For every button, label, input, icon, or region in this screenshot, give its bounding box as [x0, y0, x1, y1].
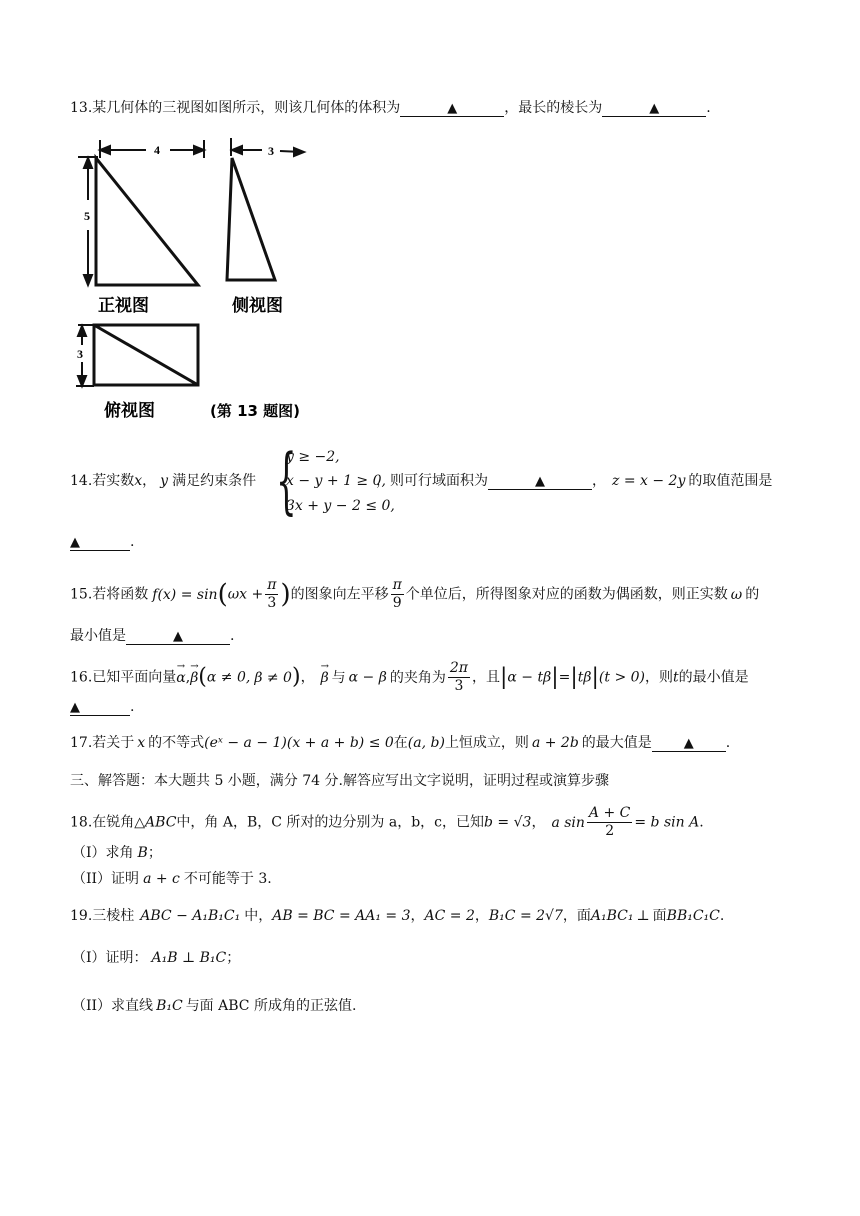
q19-line: [70, 906, 724, 926]
q17-text-d: 上恒成立，则: [444, 735, 529, 751]
q18-part1-label: （I）求角: [72, 845, 134, 861]
q15-blank: ▲: [126, 628, 230, 645]
q19-cond-2: AC = 2: [424, 908, 475, 924]
q16-abs-bar-1: |: [499, 664, 508, 690]
q19-text-b: 中，: [244, 908, 273, 924]
q18-part-1: [72, 843, 162, 863]
q16-blank: ▲: [70, 699, 130, 716]
q19-plane-2: BB₁C₁C: [666, 908, 720, 924]
q18-eq-left: a sin: [551, 814, 585, 831]
q17-end: .: [725, 735, 731, 751]
q16-text-d: 的夹角为: [389, 669, 446, 686]
left-brace: {: [276, 438, 297, 522]
q16-text-b: ，: [300, 669, 315, 686]
q13-blank-edge: ▲: [602, 100, 706, 117]
q19-part1-expr: A₁B ⊥ B₁C: [151, 950, 227, 966]
three-view-figure: [70, 130, 330, 430]
label-front-view: 正视图: [98, 296, 149, 316]
q16-text-c: 与: [331, 669, 346, 686]
dim-left-front: 5: [84, 209, 90, 223]
q13-line: [70, 98, 711, 118]
figure-caption: (第 13 题图): [210, 402, 301, 420]
q18-line: [70, 805, 704, 840]
q14-blank-area: ▲: [488, 473, 592, 490]
q17-text-c: 在: [393, 735, 408, 751]
q14-text-a: 14.若实数: [70, 473, 135, 489]
q19-sep-2: ，: [474, 908, 489, 924]
q15-arg: ωx +: [227, 586, 264, 603]
q19-cond-3: B₁C = 2√7: [488, 908, 563, 924]
q13-blank-volume: ▲: [400, 100, 504, 117]
label-side-view: 侧视图: [232, 296, 283, 316]
label-top-view: 俯视图: [104, 401, 155, 421]
q15-frac-pi-9: $\frac{\pi}{9}$: [392, 577, 402, 611]
q15-text-c: 个单位后，所得图象对应的函数为偶函数，则正实数: [405, 586, 728, 603]
q14-text-b: 满足约束条件: [172, 473, 257, 489]
q18-end: .: [699, 814, 704, 831]
q16-line: [70, 660, 749, 695]
q18-part2-expr: a + c: [143, 871, 180, 887]
q16-beta-2: → β: [321, 668, 329, 688]
q17-line: [70, 733, 730, 753]
q17-interval: (a, b): [407, 735, 445, 751]
q18-part1-var: B: [137, 845, 148, 861]
q17-var-x: x: [137, 735, 146, 751]
q16-frac-angle: $\frac{2\pi}{3}$: [449, 660, 468, 694]
constraint-1: y ≥ −2,: [286, 449, 340, 465]
q16-var-t: t: [673, 669, 679, 686]
q19-prism: ABC − A₁B₁C₁: [140, 908, 241, 924]
q14-expr: z = x − 2y: [612, 473, 686, 489]
front-view-top-dimension: [100, 140, 204, 158]
q14-sep: ，: [142, 473, 157, 489]
side-view: [227, 158, 275, 280]
q16-paren-close: ): [291, 664, 301, 690]
q13-text-c: .: [706, 100, 711, 116]
dim-top-front: 4: [154, 143, 160, 157]
q13-text-b: ，最长的棱长为: [504, 100, 603, 116]
q14-var-x: x: [134, 473, 143, 489]
q16-end: .: [130, 699, 135, 715]
q14-text-c: ，则可行域面积为: [376, 473, 488, 489]
top-view: [94, 325, 198, 385]
q16-diff: α − β: [348, 669, 387, 686]
q19-text-a: 19.三棱柱: [70, 908, 135, 924]
q15-line-2: [70, 626, 234, 646]
constraint-2: x − y + 1 ≥ 0,: [286, 473, 386, 489]
q15-text-d: 的: [745, 586, 760, 603]
q18-text-a: 18.在锐角: [70, 814, 135, 831]
q19-end: .: [719, 908, 725, 924]
dim-top-side: 3: [268, 144, 274, 158]
q19-part-2: [72, 996, 356, 1016]
q18-part-2: [72, 869, 272, 889]
q17-text-b: 的不等式: [148, 735, 205, 751]
q16-comma: ,: [185, 669, 191, 686]
q19-part-1: [72, 948, 240, 968]
q16-text-g: 的最小值是: [678, 669, 749, 686]
q18-part2-end: 不可能等于 3.: [183, 871, 272, 887]
q17-expr: a + 2b: [531, 735, 579, 751]
q16-abs-left: α − tβ: [507, 669, 552, 686]
q16-abs-bar-2: |: [551, 664, 559, 690]
q16-cond-a: α ≠ 0,: [206, 669, 251, 686]
q14-text-d: ，: [592, 473, 606, 489]
q15-func: f(x) = sin: [152, 586, 218, 603]
q15-text-b: 的图象向左平移: [290, 586, 389, 603]
q18-frac: $\frac{A + C}{2}$: [588, 805, 631, 839]
front-view: [96, 158, 198, 285]
q18-eq-right: = b sin A: [634, 814, 700, 831]
q15-line: [70, 577, 759, 612]
q13-text-a: 13.某几何体的三视图如图所示，则该几何体的体积为: [70, 100, 401, 116]
q19-part2-text: 与面 ABC 所成角的正弦值.: [185, 998, 357, 1014]
q19-text-c: ，面: [562, 908, 591, 924]
q14-end: .: [130, 534, 135, 550]
q16-cond-b: β ≠ 0: [254, 669, 292, 686]
q16-text-e: ，且: [471, 669, 500, 686]
q19-part1-end: ；: [226, 950, 241, 966]
q14-blank-range: ▲: [70, 534, 130, 551]
q16-alpha: → α: [176, 668, 185, 688]
q19-part2-line: B₁C: [156, 998, 183, 1014]
q15-text-e: 最小值是: [70, 628, 126, 644]
q16-abs-bar-3: |: [570, 664, 578, 690]
q18-text-b: 中，角 A，B，C 所对的边分别为 a，b，c，已知: [176, 814, 485, 831]
q15-text-a: 15.若将函数: [70, 586, 149, 603]
q19-perp: ⊥: [636, 908, 650, 924]
q18-triangle: △ABC: [134, 814, 177, 831]
q18-given-b: b = √3: [484, 814, 532, 831]
q15-paren-close: ): [280, 579, 291, 610]
q16-text-a: 16.已知平面向量: [70, 669, 177, 686]
q14-line: [70, 471, 256, 491]
q14-line-right: [376, 471, 772, 491]
q14-text-e: 的取值范围是: [688, 473, 773, 489]
q15-frac-pi-3: $\frac{\pi}{3}$: [267, 577, 277, 611]
q16-beta: → β: [190, 668, 198, 688]
dim-left-top: 3: [77, 347, 83, 361]
q19-plane-1: A₁BC₁: [590, 908, 634, 924]
q18-part1-end: ；: [147, 845, 162, 861]
q18-text-c: ，: [531, 814, 546, 831]
q18-part2-label: （II）证明: [72, 871, 140, 887]
q17-text-e: 的最大值是: [581, 735, 652, 751]
section-3-heading: 三、解答题：本大题共 5 小题，满分 74 分.解答应写出文字说明，证明过程或演算步骤: [70, 773, 609, 789]
q15-end: .: [230, 628, 235, 644]
q16-text-f: ，则: [645, 669, 674, 686]
q19-cond-1: AB = BC = AA₁ = 3: [272, 908, 411, 924]
q14-line-2: [70, 532, 134, 552]
q19-sep-1: ，: [410, 908, 425, 924]
q19-text-d: 面: [652, 908, 667, 924]
q16-paren-open: (: [198, 664, 207, 690]
q14-var-y: y: [160, 473, 169, 489]
q16-eq: =: [558, 669, 571, 686]
q19-part2-label: （II）求直线: [72, 998, 154, 1014]
q16-cond-t: (t > 0): [598, 669, 646, 686]
q16-abs-bar-4: |: [591, 664, 599, 690]
q17-ineq: (eˣ − a − 1)(x + a + b) ≤ 0: [204, 735, 394, 751]
q17-text-a: 17.若关于: [70, 735, 135, 751]
q16-abs-right: tβ: [577, 669, 592, 686]
q16-line-2: [70, 697, 134, 717]
q19-part1-label: （I）证明：: [72, 950, 148, 966]
q17-blank: ▲: [652, 735, 726, 752]
q15-paren-open: (: [217, 579, 228, 610]
q15-omega: ω: [730, 586, 743, 603]
constraint-3: 3x + y − 2 ≤ 0,: [286, 498, 395, 514]
